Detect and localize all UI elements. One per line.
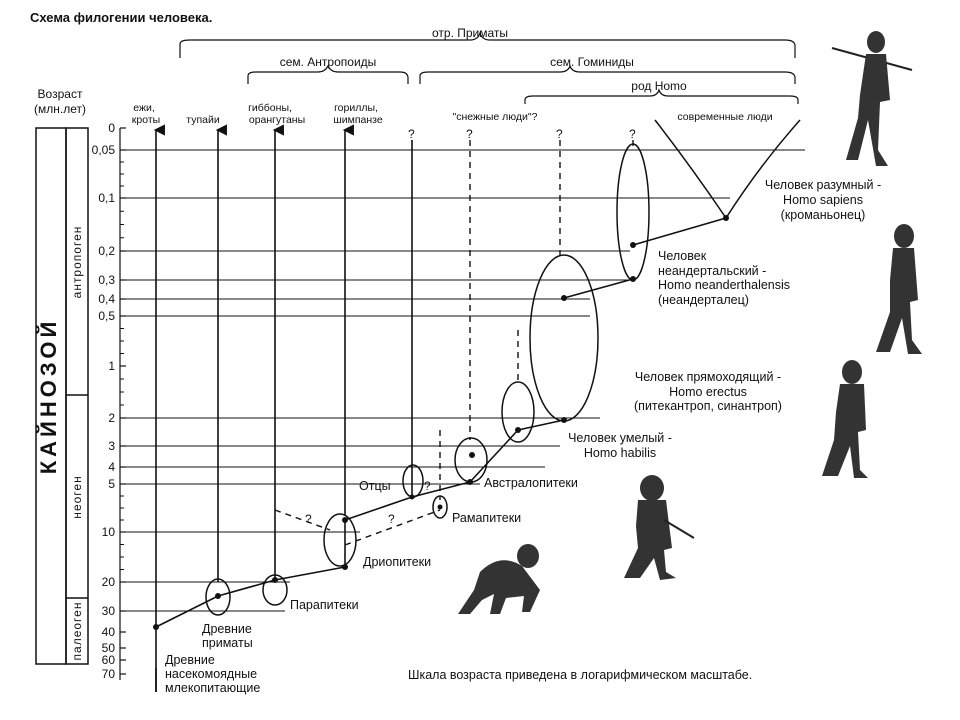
tick-label: 50 [101,641,115,655]
label-ancient-insectivores-1: Древние [165,653,215,667]
label-neander-3: Homo neanderthalensis [658,278,791,292]
period-anthropogene: антропоген [70,225,84,299]
col-tupaia: тупайи [186,114,220,126]
ellipse-dryopithecus [324,514,356,566]
col-gibbons-1: гиббоны, [248,102,292,114]
branch-neanderthal [564,279,633,298]
figure-modern-human [832,31,912,166]
tick-label: 10 [101,525,115,539]
col-hedgehogs-2: кроты [131,114,161,126]
label-order-primates: отр. Приматы [431,26,509,40]
tick-label: 30 [101,604,115,618]
species-labels [165,178,881,695]
tick-label: 3 [108,439,115,453]
tick-label: 2 [108,411,115,425]
tick-label: 20 [101,575,115,589]
svg-text:?: ? [424,479,431,493]
tick-label: 5 [108,477,115,491]
svg-text:?: ? [305,512,312,526]
tick-label: 40 [101,625,115,639]
tick-label: 0 [108,121,115,135]
label-sapiens-3: (кроманьонец) [780,208,866,222]
col-gorillas-1: гориллы, [334,102,378,114]
tick-label: 70 [101,667,115,681]
diagram-title: Схема филогении человека. [30,10,213,25]
tick-label: 60 [101,653,115,667]
age-axis [92,121,126,681]
axis-label-age: Возраст [37,87,83,101]
label-habilis-2: Homo habilis [583,446,657,460]
ellipse-otsy [403,465,423,497]
label-genus-homo: род Homo [631,79,687,93]
label-ancient-insectivores-2: насекомоядные [165,667,258,681]
svg-text:?: ? [466,127,473,141]
fan-modern-humans [655,120,800,218]
period-neogene: неоген [70,475,84,519]
figure-australopithecus [624,475,694,580]
label-dryopithecus: Дриопитеки [363,555,432,569]
label-parapithecus: Парапитеки [290,598,359,612]
label-australopithecus: Австралопитеки [484,476,578,490]
axis-label-unit: (млн.лет) [34,102,86,116]
figure-neanderthal [876,224,922,354]
label-erectus-3: (питекантроп, синантроп) [634,399,782,413]
label-habilis-1: Человек умелый - [568,431,672,445]
period-paleogene: палеоген [70,601,84,661]
col-modern-humans: современные люди [677,111,773,123]
label-neander-1: Человек [658,249,707,263]
label-sapiens-2: Homo sapiens [783,193,863,207]
figure-erectus [822,360,868,478]
scale-note: Шкала возраста приведена в логарифмическом масштабе. [408,668,753,682]
geologic-column [36,128,88,664]
era-label: КАЙНОЗОЙ [36,317,61,475]
tick-label: 0,05 [91,143,115,157]
branch-erectus [518,420,564,430]
branch-habilis [470,430,518,482]
tick-label: 0,1 [98,191,115,205]
label-otsy: Отцы [359,479,391,493]
minor-ticks [120,128,126,674]
label-neander-2: неандертальский - [658,264,767,278]
label-hominids: сем. Гоминиды [550,55,634,69]
label-erectus-2: Homo erectus [669,385,747,399]
svg-text:?: ? [388,512,395,526]
brackets [180,33,798,104]
label-ancient-insectivores-3: млекопитающие [165,681,261,695]
label-neander-4: (неандерталец) [658,293,749,307]
ellipse-neanderthal [617,144,649,280]
trunk-early [156,567,345,627]
col-snowmen: "снежные люди"? [452,111,538,123]
svg-text:?: ? [556,127,563,141]
ellipse-australopithecus [455,438,487,482]
col-hedgehogs-1: ежи, [133,102,155,114]
col-gorillas-2: шимпанзе [333,114,383,126]
tick-label: 0,3 [98,273,115,287]
tick-label: 0,2 [98,244,115,258]
svg-text:?: ? [408,127,415,141]
tick-label: 0,4 [98,292,115,306]
species-ellipses [206,120,800,615]
label-erectus-1: Человек прямоходящий - [634,370,782,384]
label-ancient-primates-2: приматы [202,636,253,650]
tick-label: 4 [108,460,115,474]
period-box [66,128,88,664]
label-ramapithecus: Рамапитеки [452,511,522,525]
col-gibbons-2: орангутаны [248,114,306,126]
figure-dryopithecus [458,544,540,614]
svg-text:?: ? [629,127,636,141]
label-ancient-primates-1: Древние [202,622,252,636]
tick-label: 1 [108,359,115,373]
tick-labels [92,121,116,681]
tick-label: 0,5 [98,309,115,323]
label-anthropoids: сем. Антропоиды [279,55,377,69]
label-sapiens-1: Человек разумный - [764,178,882,192]
